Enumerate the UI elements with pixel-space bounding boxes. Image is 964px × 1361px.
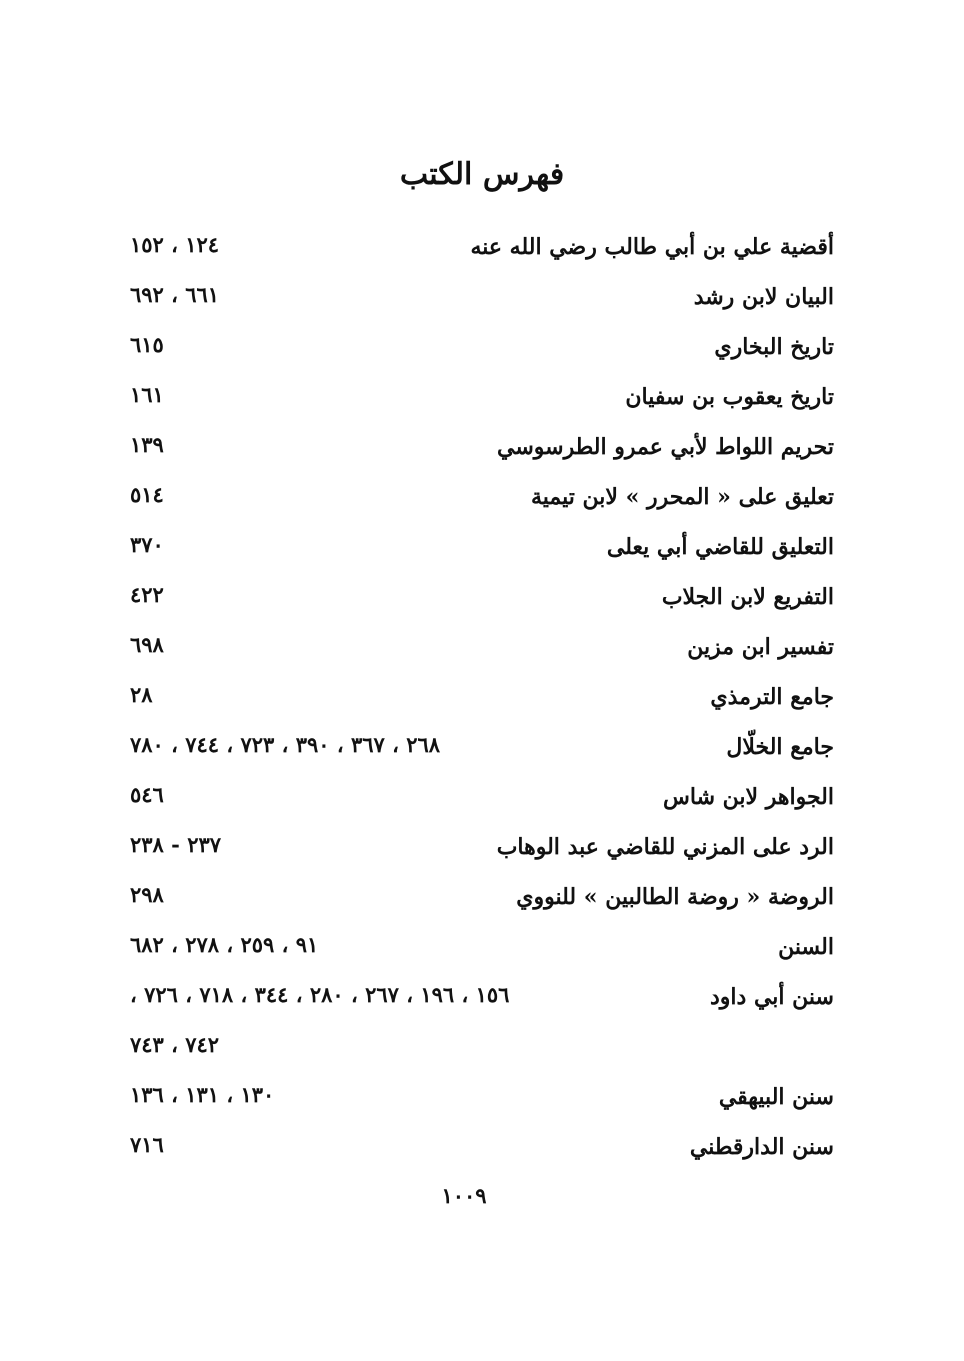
page-references: ١٢٤ ، ١٥٢ [130, 232, 220, 257]
book-title: تعليق على « المحرر » لابن تيمية [530, 484, 834, 510]
index-entry [130, 1075, 834, 1125]
page-references: ٤٢٢ [130, 582, 164, 607]
book-title: تفسير ابن مزين [687, 634, 834, 660]
book-title: سنن الدارقطني [689, 1134, 834, 1160]
page-references: ٢٩٨ [130, 882, 164, 907]
book-index-list [130, 225, 834, 1175]
book-title: أقضية علي بن أبي طالب رضي الله عنه [470, 234, 834, 260]
index-entry [130, 625, 834, 675]
page-number: ١٠٠٩ [441, 1183, 487, 1208]
book-title: جامع الترمذي [710, 684, 834, 710]
page-references: ٦٩٨ [130, 632, 164, 657]
index-entry [130, 925, 834, 975]
page-references: ١٥٦ ، ١٩٦ ، ٢٦٧ ، ٢٨٠ ، ٣٤٤ ، ٧١٨ ، ٧٢٦ ، [130, 982, 510, 1007]
book-title: تحريم اللواط لأبي عمرو الطرسوسي [497, 434, 834, 460]
book-title: الرد على المزني للقاضي عبد الوهاب [496, 834, 834, 860]
book-title: السنن [778, 934, 834, 960]
index-entry [130, 425, 834, 475]
index-entry [130, 775, 834, 825]
index-entry [130, 975, 834, 1025]
index-entry [130, 375, 834, 425]
page-references: ١٣٩ [130, 432, 164, 457]
page-references: ٢٨ [130, 682, 153, 707]
page-references: ٥٤٦ [130, 782, 164, 807]
page-references: ٦٦١ ، ٦٩٢ [130, 282, 220, 307]
book-title: سنن البيهقي [718, 1084, 834, 1110]
page-references: ٣٧٠ [130, 532, 164, 557]
index-entry [130, 725, 834, 775]
page-references: ١٣٠ ، ١٣١ ، ١٣٦ [130, 1082, 275, 1107]
page-references: ٩١ ، ٢٥٩ ، ٢٧٨ ، ٦٨٢ [130, 932, 319, 957]
page-references: ٧٤٢ ، ٧٤٣ [130, 1032, 220, 1057]
index-entry [130, 1025, 834, 1075]
page-references: ٢٦٨ ، ٣٦٧ ، ٣٩٠ ، ٧٢٣ ، ٧٤٤ ، ٧٨٠ [130, 732, 441, 757]
index-entry [130, 1125, 834, 1175]
book-title: البيان لابن رشد [693, 284, 834, 310]
page-references: ٧١٦ [130, 1132, 164, 1157]
book-title: الجواهر لابن شاس [663, 784, 834, 810]
book-title: سنن أبي داود [709, 984, 834, 1010]
index-entry [130, 475, 834, 525]
book-title: تاريخ البخاري [714, 334, 834, 360]
page-references: ٦١٥ [130, 332, 164, 357]
index-entry [130, 525, 834, 575]
index-entry [130, 875, 834, 925]
book-title: جامع الخلّال [726, 734, 834, 760]
book-title: التفريع لابن الجلاب [661, 584, 834, 610]
index-entry [130, 225, 834, 275]
book-title: تاريخ يعقوب بن سفيان [625, 384, 834, 410]
index-entry [130, 275, 834, 325]
index-entry [130, 575, 834, 625]
index-entry [130, 675, 834, 725]
page-references: ٥١٤ [130, 482, 164, 507]
book-title: التعليق للقاضي أبي يعلى [606, 534, 834, 560]
page-references: ٢٣٧ - ٢٣٨ [130, 832, 222, 857]
page-title: فهرس الكتب [399, 157, 565, 193]
book-title: الروضة « روضة الطالبين » للنووي [516, 884, 834, 910]
page-references: ١٦١ [130, 382, 164, 407]
index-entry [130, 825, 834, 875]
index-entry [130, 325, 834, 375]
